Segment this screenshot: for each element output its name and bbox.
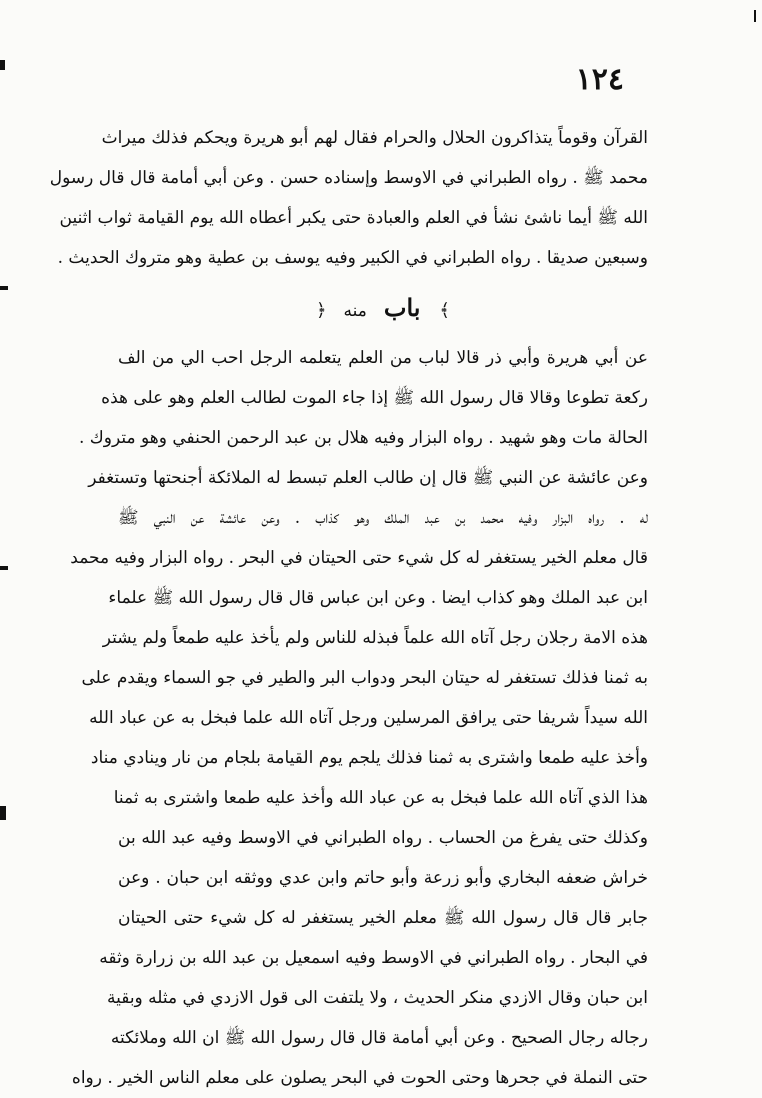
text-line: في البحار . رواه الطبراني في الاوسط وفيه اسمعيل بن عبد الله بن زرارة وثقه [99,948,648,968]
page-number: ١٢٤ [575,62,624,97]
text-line: وعن عائشة عن النبي ﷺ قال إن طالب العلم تبسط له الملائكة أجنحتها وتستغفر [88,468,648,488]
page-text [49,118,648,1098]
text-line: خراش ضعفه البخاري وأبو زرعة وأبو حاتم وابن عدي ووثقه ابن حبان . وعن [118,868,648,888]
scan-edge-mark [0,286,8,290]
text-line: هذه الامة رجلان رجل آتاه الله علماً فبذله للناس ولم يأخذ عليه طمعاً ولم يشتر [102,628,648,648]
scan-edge-mark [754,10,756,22]
scan-edge-mark [0,806,6,820]
text-line: الحالة مات وهو شهيد . رواه البزار وفيه هلال بن عبد الرحمن الحنفي وهو متروك . [78,428,648,448]
text-line: هذا الذي آتاه الله علما فبخل به عن عباد الله وأخذ عليه طمعا واشترى به ثمنا [113,788,648,808]
text-line: الله ﷺ أيما ناشئ نشأ في العلم والعبادة حتى يكبر أعطاه الله يوم القيامة ثواب اثنين [59,208,648,228]
section-heading [118,278,648,338]
text-line: وكذلك حتى يفرغ من الحساب . رواه الطبراني في الاوسط وفيه عبد الله بن [118,828,648,848]
text-line: القرآن وقوماً يتذاكرون الحلال والحرام فقال لهم أبو هريرة ويحكم فذلك ميراث [101,128,648,148]
text-line: وأخذ عليه طمعا واشترى به ثمنا فذلك يلجم يوم القيامة بلجام من نار وينادي مناد [90,748,648,768]
text-line: به ثمنا فذلك تستغفر له حيتان البحر ودواب البر والطير في جو السماء ويقدم على [81,668,648,688]
text-line: عن أبي هريرة وأبي ذر قالا لباب من العلم يتعلمه الرجل احب الي من الف [118,348,648,368]
text-line: ابن حبان وقال الازدي منكر الحديث ، ولا يلتفت الى قول الازدي في مثله وبقية [106,988,648,1008]
text-line: وسبعين صديقا . رواه الطبراني في الكبير وفيه يوسف بن عطية وهو متروك الحديث . [57,248,648,268]
scan-edge-mark [0,566,8,570]
text-line: له . رواه البزار وفيه محمد بن عبد الملك وهو كذاب . وعن عائشة عن النبي ﷺ [118,508,648,528]
heading-ornament-right: ﴾ [439,300,450,321]
text-line: حتى النملة في جحرها وحتى الحوت في البحر يصلون على معلم الناس الخير . رواه [71,1068,648,1088]
scan-edge-mark [0,60,5,70]
text-line: محمد ﷺ . رواه الطبراني في الاوسط وإسناده حسن . وعن أبي أمامة قال قال رسول [49,168,648,188]
text-line: ابن عبد الملك وهو كذاب ايضا . وعن ابن عباس قال قال رسول الله ﷺ علماء [108,588,648,608]
heading-ornament-left: ﴿ [316,300,327,321]
text-line: قال معلم الخير يستغفر له كل شيء حتى الحيتان في البحر . رواه البزار وفيه محمد [70,548,648,568]
text-line: رجاله رجال الصحيح . وعن أبي أمامة قال قال رسول الله ﷺ ان الله وملائكته [110,1028,648,1048]
text-line: ركعة تطوعا وقالا قال رسول الله ﷺ إذا جاء الموت لطالب العلم وهو على هذه [101,388,648,408]
text-line: الله سيداً شريفا حتى يرافق المرسلين ورجل آتاه الله علما فبخل به عن عباد الله [89,708,648,728]
text-line: جابر قال قال رسول الله ﷺ معلم الخير يستغفر له كل شيء حتى الحيتان [118,908,648,928]
heading-minor: منه [343,301,367,321]
heading-main: باب [383,293,421,322]
